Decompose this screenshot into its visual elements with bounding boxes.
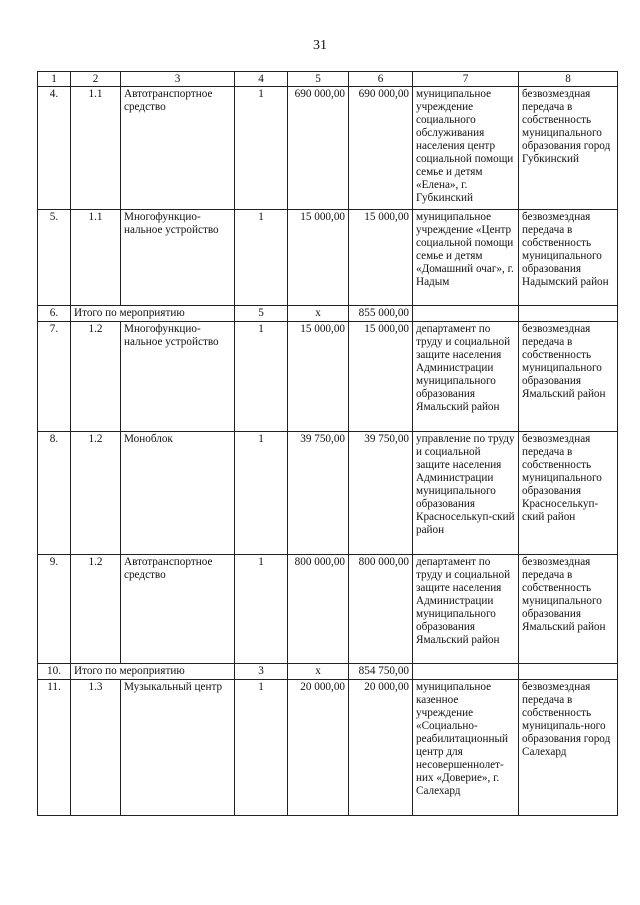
transfer-type: безвозмездная передача в собственность муниципального образования Ямальский район [519, 555, 618, 664]
column-number-cell: 2 [71, 72, 121, 87]
item-price: 20 000,00 [288, 680, 349, 816]
item-sum: 15 000,00 [349, 322, 413, 432]
item-name: Многофункцио-нальное устройство [121, 210, 235, 306]
row-number: 10. [38, 664, 71, 680]
item-name: Многофункцио-нальное устройство [121, 322, 235, 432]
item-price: 15 000,00 [288, 322, 349, 432]
item-quantity: 1 [235, 322, 288, 432]
event-code: 1.2 [71, 322, 121, 432]
item-sum: 39 750,00 [349, 432, 413, 555]
transfer-type: безвозмездная передача в собственность муниципаль-ного образования город Салехард [519, 680, 618, 816]
recipient: департамент по труду и социальной защите населения Администрации муниципального образования Ямальский район [413, 322, 519, 432]
equipment-transfer-table [37, 71, 618, 816]
item-price: 800 000,00 [288, 555, 349, 664]
item-name: Моноблок [121, 432, 235, 555]
recipient: департамент по труду и социальной защите населения Администрации муниципального образования Ямальский район [413, 555, 519, 664]
table-row [38, 322, 618, 432]
total-row [38, 664, 618, 680]
event-code: 1.2 [71, 555, 121, 664]
item-quantity: 1 [235, 87, 288, 210]
item-price: 39 750,00 [288, 432, 349, 555]
event-code: 1.3 [71, 680, 121, 816]
transfer-type: безвозмездная передача в собственность муниципального образования Красноселькуп-ский район [519, 432, 618, 555]
total-sum: 855 000,00 [349, 306, 413, 322]
event-code: 1.2 [71, 432, 121, 555]
recipient: муниципальное казенное учреждение «Социально-реабилитационный центр для несовершеннолет-них «Доверие», г. Салехард [413, 680, 519, 816]
row-number: 5. [38, 210, 71, 306]
empty-cell [519, 664, 618, 680]
row-number: 7. [38, 322, 71, 432]
item-quantity: 1 [235, 210, 288, 306]
recipient: муниципальное учреждение «Центр социальной помощи семье и детям «Домашний очаг», г. Надым [413, 210, 519, 306]
item-name: Музыкальный центр [121, 680, 235, 816]
empty-cell [413, 664, 519, 680]
item-quantity: 1 [235, 432, 288, 555]
column-number-cell: 1 [38, 72, 71, 87]
table-row [38, 210, 618, 306]
row-number: 6. [38, 306, 71, 322]
column-number-cell: 5 [288, 72, 349, 87]
event-code: 1.1 [71, 87, 121, 210]
total-price: х [288, 306, 349, 322]
row-number: 4. [38, 87, 71, 210]
column-number-cell: 4 [235, 72, 288, 87]
total-label: Итого по мероприятию [71, 306, 235, 322]
transfer-type: безвозмездная передача в собственность муниципального образования Надымский район [519, 210, 618, 306]
item-name: Автотранспортное средство [121, 555, 235, 664]
column-number-cell: 7 [413, 72, 519, 87]
page-number: 31 [313, 38, 327, 53]
total-sum: 854 750,00 [349, 664, 413, 680]
table-row [38, 555, 618, 664]
total-row [38, 306, 618, 322]
item-sum: 690 000,00 [349, 87, 413, 210]
row-number: 8. [38, 432, 71, 555]
item-price: 15 000,00 [288, 210, 349, 306]
column-number-row [38, 72, 618, 87]
item-quantity: 1 [235, 680, 288, 816]
table-row [38, 87, 618, 210]
recipient: муниципальное учреждение социального обслуживания населения центр социальной помощи семье и детям «Елена», г. Губкинский [413, 87, 519, 210]
item-sum: 20 000,00 [349, 680, 413, 816]
item-price: 690 000,00 [288, 87, 349, 210]
empty-cell [519, 306, 618, 322]
event-code: 1.1 [71, 210, 121, 306]
column-number-cell: 8 [519, 72, 618, 87]
total-quantity: 5 [235, 306, 288, 322]
item-name: Автотранспортное средство [121, 87, 235, 210]
total-price: х [288, 664, 349, 680]
transfer-type: безвозмездная передача в собственность муниципального образования город Губкинский [519, 87, 618, 210]
column-number-cell: 3 [121, 72, 235, 87]
recipient: управление по труду и социальной защите населения Администрации муниципального образования Красноселькуп-ский район [413, 432, 519, 555]
item-quantity: 1 [235, 555, 288, 664]
table-row [38, 432, 618, 555]
table-row [38, 680, 618, 816]
transfer-type: безвозмездная передача в собственность муниципального образования Ямальский район [519, 322, 618, 432]
total-label: Итого по мероприятию [71, 664, 235, 680]
column-number-cell: 6 [349, 72, 413, 87]
empty-cell [413, 306, 519, 322]
row-number: 11. [38, 680, 71, 816]
total-quantity: 3 [235, 664, 288, 680]
row-number: 9. [38, 555, 71, 664]
item-sum: 15 000,00 [349, 210, 413, 306]
item-sum: 800 000,00 [349, 555, 413, 664]
